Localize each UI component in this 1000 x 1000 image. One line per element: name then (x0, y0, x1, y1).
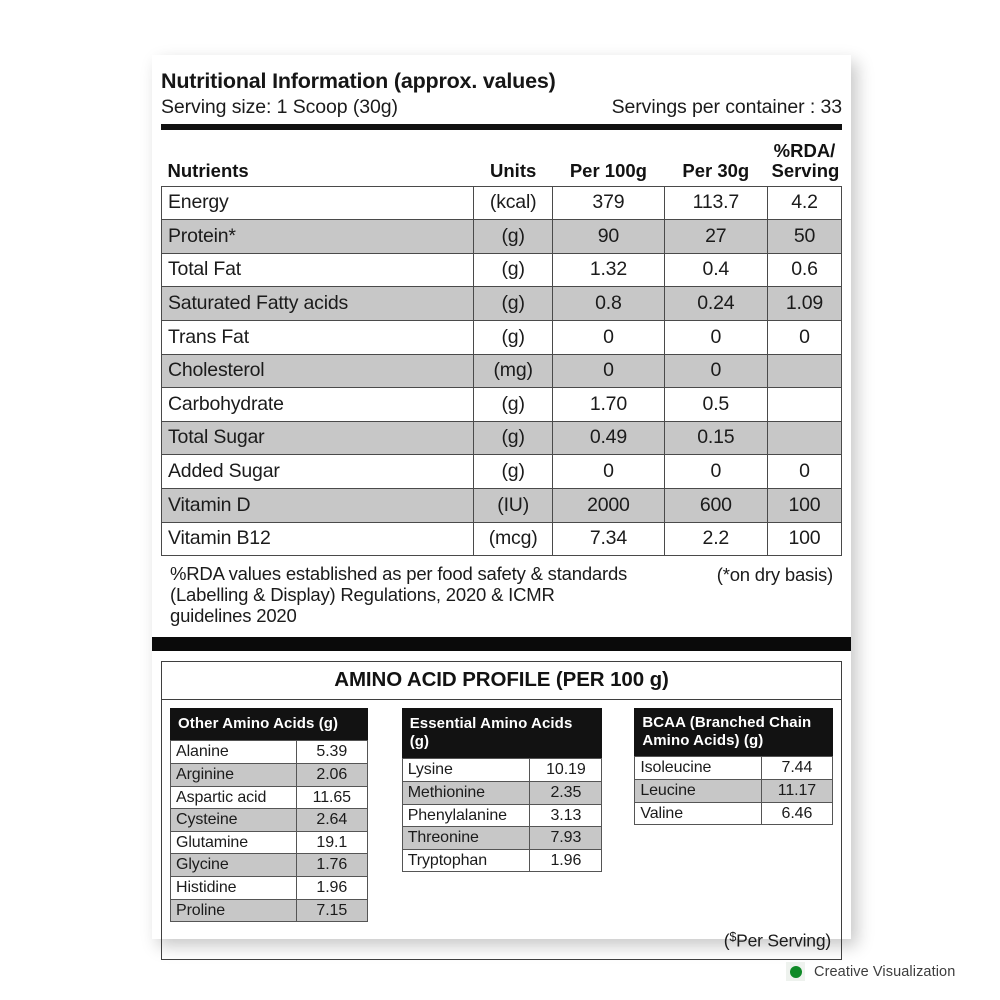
nutrient-name: Protein* (162, 220, 474, 254)
nutrient-units: (mcg) (474, 522, 553, 556)
nutrient-per-30g: 0.5 (664, 388, 767, 422)
column-header-units: Units (490, 159, 537, 181)
nutrient-rda: 0 (767, 320, 841, 354)
amino-acid-name: Cysteine (171, 809, 297, 832)
amino-column-header: BCAA (Branched Chain Amino Acids) (g) (634, 708, 833, 756)
amino-column-header: Essential Amino Acids (g) (402, 708, 603, 758)
nutrient-units: (g) (474, 253, 553, 287)
amino-acid-value: 2.35 (530, 781, 602, 804)
nutrient-rda (767, 388, 841, 422)
amino-acid-name: Aspartic acid (171, 786, 297, 809)
serving-size-text: Serving size: 1 Scoop (30g) (161, 96, 398, 119)
nutrition-label-card (152, 55, 851, 951)
amino-acid-value: 2.06 (296, 763, 367, 786)
nutrient-per-100g: 0.8 (553, 287, 664, 321)
table-row (162, 388, 842, 422)
nutrient-name: Vitamin B12 (162, 522, 474, 556)
amino-acid-name: Isoleucine (635, 757, 762, 780)
nutrient-per-30g: 2.2 (664, 522, 767, 556)
nutrient-rda: 1.09 (767, 287, 841, 321)
nutrient-rda: 0 (767, 455, 841, 489)
amino-acid-value: 19.1 (296, 831, 367, 854)
bcaa-column (634, 708, 833, 825)
nutrient-units: (g) (474, 421, 553, 455)
table-row (162, 522, 842, 556)
table-row (162, 287, 842, 321)
column-header-nutrients: Nutrients (167, 159, 249, 181)
nutrient-name: Saturated Fatty acids (162, 287, 474, 321)
amino-acid-name: Histidine (171, 876, 297, 899)
other-amino-acids-column (170, 708, 368, 922)
amino-acid-name: Valine (635, 802, 762, 825)
rda-note-text: %RDA values established as per food safety & standards (Labelling & Display) Regulations, 2020 & ICMR guidelines 2020 (170, 563, 628, 627)
amino-acid-box (161, 661, 842, 960)
nutrient-per-100g: 7.34 (553, 522, 664, 556)
nutrient-rda (767, 354, 841, 388)
amino-acid-table (402, 758, 603, 872)
table-row (171, 876, 368, 899)
section-separator-bar (152, 637, 851, 651)
amino-acid-value: 11.65 (296, 786, 367, 809)
table-row (171, 899, 368, 922)
amino-acid-name: Leucine (635, 779, 762, 802)
table-row (162, 320, 842, 354)
nutrient-per-100g: 0 (553, 320, 664, 354)
page-title: Nutritional Information (approx. values) (161, 69, 556, 93)
amino-acid-value: 7.93 (530, 827, 602, 850)
table-row (162, 354, 842, 388)
nutrient-units: (g) (474, 287, 553, 321)
table-row (162, 253, 842, 287)
table-row (171, 786, 368, 809)
notes-row (161, 556, 842, 626)
table-row (635, 802, 833, 825)
nutrient-units: (g) (474, 388, 553, 422)
table-row (171, 854, 368, 877)
nutrient-per-30g: 0.24 (664, 287, 767, 321)
nutrition-section (152, 55, 851, 626)
watermark (786, 962, 955, 981)
amino-acid-value: 7.44 (761, 757, 832, 780)
nutrient-name: Trans Fat (162, 320, 474, 354)
nutrient-per-30g: 0.15 (664, 421, 767, 455)
nutrient-per-100g: 0 (553, 455, 664, 489)
amino-acid-value: 1.96 (296, 876, 367, 899)
nutrition-table-head (162, 130, 842, 186)
nutrient-per-30g: 0.4 (664, 253, 767, 287)
nutrient-per-100g: 2000 (553, 488, 664, 522)
nutrient-per-100g: 0 (553, 354, 664, 388)
table-row (402, 804, 602, 827)
nutrient-per-30g: 0 (664, 354, 767, 388)
column-header-per-100g: Per 100g (569, 159, 647, 181)
nutrient-rda: 100 (767, 522, 841, 556)
amino-acid-value: 2.64 (296, 809, 367, 832)
table-row (162, 455, 842, 489)
table-row (402, 827, 602, 850)
amino-column-header: Other Amino Acids (g) (170, 708, 368, 740)
per-serving-superscript: $ (729, 930, 737, 945)
amino-acid-table (634, 756, 833, 825)
nutrient-rda: 100 (767, 488, 841, 522)
per-serving-prefix: ( (723, 930, 730, 951)
nutrient-units: (g) (474, 220, 553, 254)
amino-acid-value: 3.13 (530, 804, 602, 827)
amino-acid-name: Tryptophan (402, 849, 530, 872)
watermark-label: Creative Visualization (814, 963, 956, 980)
nutrition-table-body (162, 186, 842, 556)
rda-header-line1: %RDA/ (773, 140, 836, 162)
amino-acid-value: 11.17 (761, 779, 832, 802)
table-row (635, 757, 833, 780)
amino-acid-value: 1.96 (530, 849, 602, 872)
nutrient-units: (kcal) (474, 186, 553, 220)
nutrient-per-100g: 1.32 (553, 253, 664, 287)
amino-acid-name: Glutamine (171, 831, 297, 854)
nutrition-table (161, 130, 842, 556)
nutrient-units: (g) (474, 455, 553, 489)
nutrient-rda: 50 (767, 220, 841, 254)
nutrient-per-100g: 1.70 (553, 388, 664, 422)
table-row (162, 488, 842, 522)
amino-acid-section (152, 651, 851, 969)
amino-acid-value: 5.39 (296, 741, 367, 764)
nutrient-name: Carbohydrate (162, 388, 474, 422)
amino-acid-table (170, 740, 368, 922)
amino-acid-value: 7.15 (296, 899, 367, 922)
table-row (402, 849, 602, 872)
nutrient-per-30g: 27 (664, 220, 767, 254)
nutrient-per-30g: 0 (664, 320, 767, 354)
nutrient-name: Energy (162, 186, 474, 220)
serving-info-row (161, 96, 842, 119)
essential-amino-acids-column (402, 708, 603, 872)
table-row (171, 831, 368, 854)
nutrient-units: (g) (474, 320, 553, 354)
nutrient-per-100g: 379 (553, 186, 664, 220)
column-header-rda-serving (767, 130, 841, 186)
amino-acid-name: Phenylalanine (402, 804, 530, 827)
nutrient-per-30g: 0 (664, 455, 767, 489)
table-row (171, 741, 368, 764)
table-row (635, 779, 833, 802)
nutrient-units: (IU) (474, 488, 553, 522)
nutrient-per-100g: 0.49 (553, 421, 664, 455)
dry-basis-note-text: (*on dry basis) (716, 564, 833, 586)
nutrient-rda (767, 421, 841, 455)
nutrient-name: Vitamin D (162, 488, 474, 522)
amino-acid-name: Proline (171, 899, 297, 922)
nutrient-per-100g: 90 (553, 220, 664, 254)
table-row (171, 809, 368, 832)
amino-acid-name: Methionine (402, 781, 530, 804)
nutrient-rda: 4.2 (767, 186, 841, 220)
creative-visualization-icon (786, 962, 805, 981)
column-header-per-30g: Per 30g (682, 159, 750, 181)
nutrient-per-30g: 600 (664, 488, 767, 522)
servings-per-container-text: Servings per container : 33 (611, 96, 842, 119)
nutrient-units: (mg) (474, 354, 553, 388)
table-row (402, 759, 602, 782)
nutrient-name: Added Sugar (162, 455, 474, 489)
table-row (162, 220, 842, 254)
amino-acid-value: 1.76 (296, 854, 367, 877)
nutrient-name: Total Sugar (162, 421, 474, 455)
amino-acid-name: Threonine (402, 827, 530, 850)
green-dot-icon (790, 966, 802, 978)
table-row (402, 781, 602, 804)
amino-acid-columns (162, 700, 841, 930)
amino-acid-name: Glycine (171, 854, 297, 877)
amino-acid-value: 10.19 (530, 759, 602, 782)
nutrient-name: Total Fat (162, 253, 474, 287)
amino-acid-name: Arginine (171, 763, 297, 786)
table-row (162, 421, 842, 455)
amino-acid-name: Alanine (171, 741, 297, 764)
rda-header-line2: Serving (771, 159, 840, 181)
amino-acid-title: AMINO ACID PROFILE (PER 100 g) (162, 662, 841, 700)
table-row (171, 763, 368, 786)
table-row (162, 186, 842, 220)
nutrient-rda: 0.6 (767, 253, 841, 287)
amino-acid-name: Lysine (402, 759, 530, 782)
nutrient-per-30g: 113.7 (664, 186, 767, 220)
nutrient-name: Cholesterol (162, 354, 474, 388)
per-serving-suffix: Per Serving) (736, 930, 831, 951)
per-serving-note (162, 930, 841, 959)
amino-acid-value: 6.46 (761, 802, 832, 825)
